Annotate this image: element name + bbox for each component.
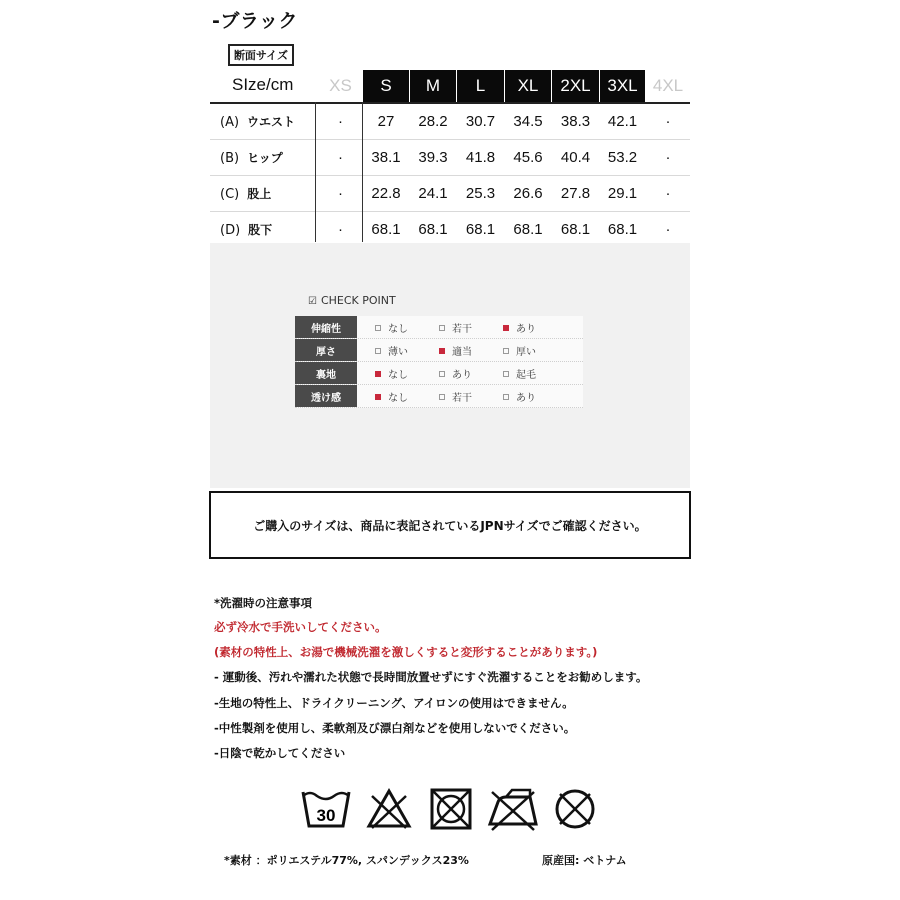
size-cell: 25.3 [465,185,496,202]
check-point-option: なし [375,389,408,404]
section-badge: 断面サイズ [228,44,294,66]
size-cell: 68.1 [560,221,591,238]
check-point-key: 厚さ [295,339,357,361]
checked-box-icon [375,394,381,400]
size-cell: 34.5 [513,113,543,130]
size-cell: · [665,221,671,238]
material-composition: *素材 ：ポリエステル77%, スパンデックス23% [224,854,469,867]
page-title: -ブラック [212,10,299,32]
check-point-row [295,362,583,385]
size-cell: 68.1 [607,221,638,238]
care-line: -日陰で乾かしてください [214,746,346,760]
size-column-header: XL [505,70,551,102]
column-divider [315,102,316,242]
checked-box-icon [503,325,509,331]
size-cell: 27 [377,113,395,130]
size-cell: 68.1 [371,221,401,238]
unchecked-box-icon [439,394,445,400]
size-row [210,104,690,140]
size-header-row [210,70,690,104]
size-cell: 28.2 [418,113,448,130]
check-point-option: なし [375,320,408,335]
size-cell: 68.1 [418,221,448,238]
check-point-option: あり [503,320,536,335]
size-cell: 68.1 [465,221,496,238]
checkbox-icon: ☑ [308,296,317,307]
care-warning-line: 必ず冷水で手洗いしてください。 [214,620,387,634]
size-cell: · [338,221,343,238]
size-column-header: 4XL [652,76,684,95]
size-cell: · [665,149,671,166]
size-row [210,176,690,212]
material-info [224,852,627,868]
unchecked-box-icon [375,348,381,354]
size-cell: · [338,149,343,166]
check-point-key: 裏地 [295,362,357,384]
size-unit-label: SIze/cm [232,75,294,94]
no-dry-clean-icon [552,786,598,832]
checked-box-icon [439,348,445,354]
size-column-header: 3XL [600,70,645,102]
check-point-row [295,339,583,362]
size-cell: 53.2 [607,149,638,166]
size-cell: · [338,113,343,130]
size-cell: · [665,113,671,130]
check-point-option: 若干 [439,389,472,404]
measurement-label: (B) ヒップ [220,151,283,166]
size-cell: 40.4 [560,149,591,166]
check-point-option: 薄い [375,343,408,358]
check-point-table [295,316,583,408]
size-cell: 22.8 [371,185,401,202]
size-cell: 29.1 [607,185,638,202]
checked-box-icon [375,371,381,377]
check-point-title: ☑ CHECK POINT [308,294,396,307]
care-heading: *洗濯時の注意事項 [214,596,313,610]
size-column-header: 2XL [552,70,599,102]
check-point-option: あり [503,389,536,404]
size-cell: 38.1 [371,149,401,166]
no-tumble-dry-icon [428,786,474,832]
size-cell: 30.7 [465,113,496,130]
care-icons [300,786,600,832]
measurement-label: (D) 股下 [220,223,273,238]
unchecked-box-icon [439,325,445,331]
check-point-option: 若干 [439,320,472,335]
no-iron-icon [486,786,540,832]
care-warning-line: (素材の特性上、お湯で機械洗濯を激しくすると変形することがあります。) [214,645,598,659]
size-cell: 26.6 [513,185,543,202]
check-point-option: 適当 [439,343,472,358]
check-point-option: 起毛 [503,366,536,381]
no-bleach-icon [366,786,412,832]
size-cell: 41.8 [465,149,496,166]
check-point-row [295,385,583,408]
size-column-header: XS [329,76,352,95]
size-cell: 68.1 [513,221,543,238]
size-row [210,140,690,176]
size-cell: 45.6 [513,149,543,166]
care-line: - 運動後、汚れや濡れた状態で長時間放置せずにすぐ洗濯することをお勧めします。 [214,670,648,684]
check-point-key: 透け感 [295,385,357,407]
svg-text:30: 30 [316,806,336,825]
size-notice: ご購入のサイズは、商品に表記されているJPNサイズでご確認ください。 [209,491,691,559]
check-point-option: 厚い [503,343,536,358]
measurement-label: (A) ウエスト [220,115,296,130]
unchecked-box-icon [503,394,509,400]
size-cell: · [665,185,671,202]
size-cell: 24.1 [418,185,448,202]
care-line: -生地の特性上、ドライクリーニング、アイロンの使用はできません。 [214,696,574,710]
size-cell: 39.3 [418,149,448,166]
size-column-header: L [457,70,504,102]
size-column-header: S [363,70,409,102]
size-cell: 42.1 [607,113,638,130]
wash-30-icon [300,786,352,832]
check-point-option: あり [439,366,472,381]
check-point-option: なし [375,366,408,381]
unchecked-box-icon [439,371,445,377]
care-line: -中性製剤を使用し、柔軟剤及び漂白剤などを使用しないでください。 [214,721,576,735]
check-point-key: 伸縮性 [295,316,357,338]
size-cell: 38.3 [560,113,591,130]
unchecked-box-icon [503,371,509,377]
size-column-header: M [410,70,456,102]
unchecked-box-icon [503,348,509,354]
size-cell: 27.8 [560,185,591,202]
check-point-row [295,316,583,339]
size-table [210,70,690,249]
country-of-origin: 原産国: ベトナム [542,854,627,867]
size-cell: · [338,185,343,202]
unchecked-box-icon [375,325,381,331]
measurement-label: (C) 股上 [220,187,272,202]
column-divider [362,102,363,242]
